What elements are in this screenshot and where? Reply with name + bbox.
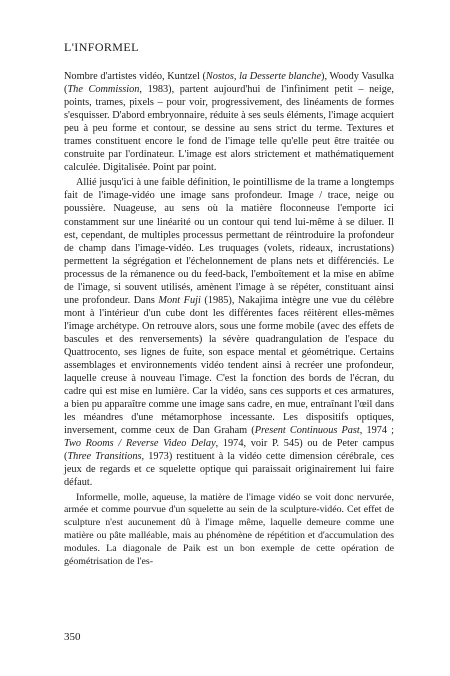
text-run: , 1983), partent aujourd'hui de l'infiniment petit – neige, points, trames, pixels – pour voir, progressivement, des linéaments de formes s'esquisser. D'abord embryonnaire, réduite à ses seuls éléments, l'image acquiert peu à peu forme et contour, se dessine au sens strict du terme. Textures et trames constituent encore le fond de l'image telle qu'elle peut être traitée ou construite par l'ordinateur. L'image est alors strictement et mathématiquement calculée. Digitalisée. Point par point. (64, 84, 394, 174)
text-run: , 1974, voir P. 545) ou de Peter campus ( (64, 438, 394, 463)
text-run: , 1973) restituent à la vidéo cette dimension cérébrale, ces jeux de regards et ce squelette optique qui paraissait originairement lui faire défaut. (64, 451, 395, 489)
paragraph (64, 176, 394, 489)
work-title: Nostos, la Desserte blanche (205, 71, 322, 82)
paragraph (64, 492, 394, 569)
work-title: Mont Fuji (158, 294, 201, 306)
work-title: The Commission (67, 84, 140, 96)
text-run: , 1974 ; (359, 425, 394, 437)
work-title: Three Transitions (67, 451, 142, 463)
work-title: Two Rooms / Reverse Video Delay (64, 438, 216, 450)
text-run: ), Woody Vasulka ( (64, 71, 394, 96)
page-number: 350 (64, 631, 81, 643)
paragraph (64, 70, 394, 174)
text-run: Allié jusqu'ici à une faible définition, le pointillisme de la trame a longtemps fait de l'image-vidéo une image sans profondeur. Image / trace, neige ou poussière. Nuageuse, au sens où la matière floconneuse l'emporte ici constamment sur une linéarité ou un contour qui tend lui-même à se diluer. Il est, cependant, de multiples processus permettant de réintroduire la profondeur de champ dans l'image-vidéo. Les truquages (volets, rideaux, incrustations) permettent la ségrégation et l'échelonnement de plans nets et différenciés. Le processus de la rémanence ou du feed-back, l'emboîtement et la mise en abîme de l'image, si souvent utilisés, amènent l'image à se répéter, constituant ainsi une profondeur. Dans (64, 177, 394, 306)
text-run: Nombre d'artistes vidéo, Kuntzel ( (64, 71, 206, 82)
text-run: (1985), Nakajima intègre une vue du célèbre mont à l'intérieur d'un cube dont les différentes faces réitèrent elles-mêmes l'image archétype. On retrouve alors, sous une forme mobile (avec des effets de bascules et des renversements) la sévère quadrangulation de l'espace du Quattrocento, ses lignes de fuite, son espace mental et géométrique. Certains assemblages et environnements vidéo tendent ainsi à recréer une profondeur, laquelle creuse à nouveau l'image. C'est la fonction des bords de l'écran, du cadre qui est mise en lumière. Car la vidéo, sans ces supports et ces armatures, a bien pu apparaître comme une image sans cadre, en mue, entraînant l'œil dans les méandres d'une métamorphose incessante. Les dispositifs optiques, inversement, comme ceux de Dan Graham ( (64, 294, 394, 437)
work-title: Present Continuous Past (254, 425, 360, 437)
running-head: L'INFORMEL (64, 40, 139, 54)
body-text (64, 70, 394, 569)
text-run: Informelle, molle, aqueuse, la matière de l'image vidéo se voit donc nervurée, armée et comme pourvue d'un squelette au sein de la sculpture-vidéo. Cet effet de sculpture n'est aucunement dû à l'image même, laquelle demeure comme une matière ou pâte malléable, mais au phénomène de répétition et d'accumulation des modules. La diagonale de Paik est un bon exemple de cette opération de géométrisation de l'es- (64, 491, 394, 568)
